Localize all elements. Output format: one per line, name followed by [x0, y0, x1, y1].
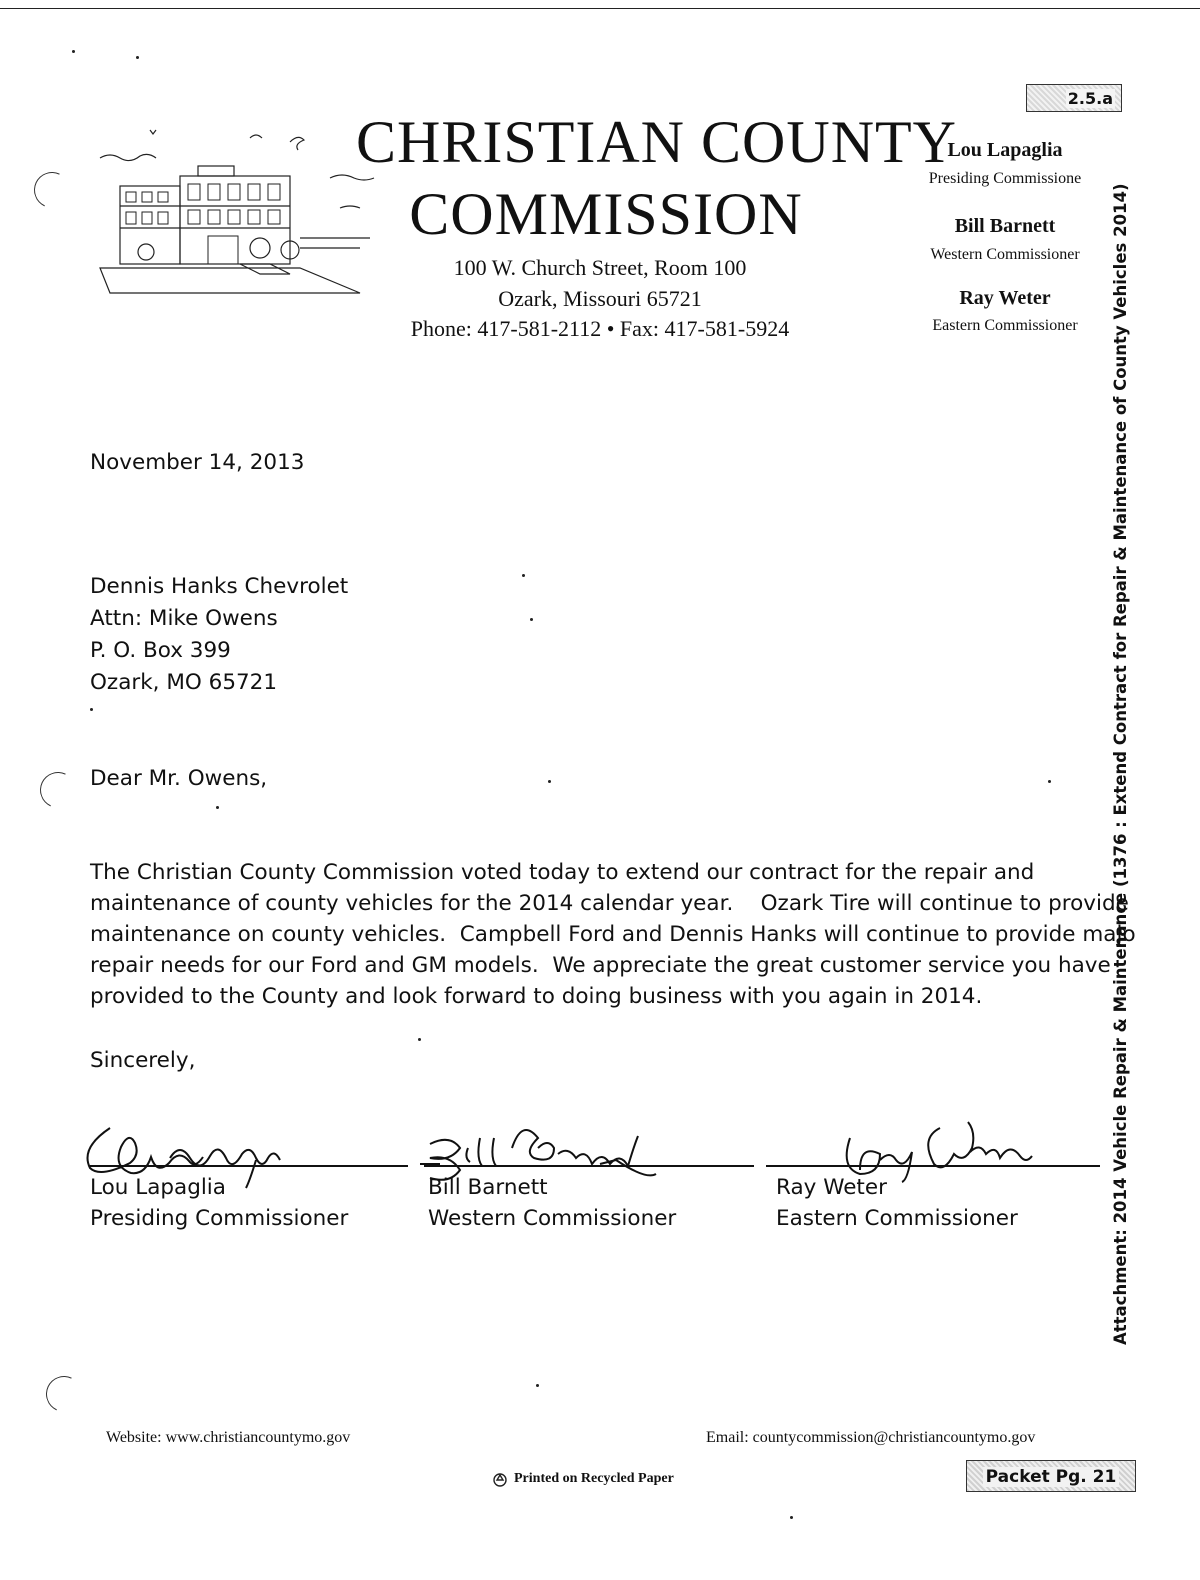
scan-speck — [72, 50, 75, 53]
letterhead-title-line1: CHRISTIAN COUNTY — [356, 109, 957, 175]
footer-email: Email: countycommission@christiancountymo.gov — [706, 1429, 1036, 1446]
scan-speck — [90, 708, 93, 711]
letterhead-title-line2: COMMISSION — [409, 181, 803, 247]
signer-title-western: Western Commissioner — [428, 1206, 677, 1231]
recipient-line: P. O. Box 399 — [90, 638, 231, 663]
letterhead-address-city: Ozark, Missouri 65721 — [498, 286, 702, 311]
scan-speck — [1048, 780, 1051, 783]
closing: Sincerely, — [90, 1048, 196, 1073]
packet-page-text: Packet Pg. 21 — [983, 1467, 1120, 1487]
commissioner-name-presiding: Lou Lapaglia — [947, 139, 1063, 161]
attachment-sidebar-label: Attachment: 2014 Vehicle Repair & Maintenance (1376 : Extend Contract for Repair & Maintenance of County Vehicles 2014) — [1111, 183, 1130, 1345]
signer-name-eastern: Ray Weter — [776, 1175, 887, 1200]
salutation: Dear Mr. Owens, — [90, 766, 268, 791]
scan-speck — [136, 56, 139, 59]
scan-speck — [536, 1384, 539, 1387]
signature-line-eastern — [766, 1165, 1100, 1167]
signature-line-presiding — [90, 1165, 408, 1167]
letterhead-phone-fax: Phone: 417-581-2112 • Fax: 417-581-5924 — [410, 316, 790, 341]
body-line: The Christian County Commission voted today to extend our contract for the repair and — [90, 860, 1035, 885]
scan-speck — [548, 780, 551, 783]
scan-speck — [216, 806, 219, 809]
punch-hole-top — [29, 167, 75, 213]
courthouse-logo-icon — [90, 118, 390, 298]
body-line: maintenance on county vehicles. Campbell Ford and Dennis Hanks will continue to provide majo — [90, 922, 1136, 947]
commissioner-role-western: Western Commissioner — [930, 246, 1080, 263]
handwritten-signatures — [80, 1108, 1060, 1198]
commissioner-role-eastern: Eastern Commissioner — [932, 317, 1078, 334]
body-line: provided to the County and look forward to doing business with you again in 2014. — [90, 984, 983, 1009]
body-line: maintenance of county vehicles for the 2014 calendar year. Ozark Tire will continue to provide — [90, 891, 1129, 916]
punch-hole-middle — [35, 767, 81, 813]
letter-date: November 14, 2013 — [90, 450, 305, 475]
footer-website: Website: www.christiancountymo.gov — [106, 1429, 351, 1446]
signer-name-western: Bill Barnett — [428, 1175, 548, 1200]
top-border-line — [0, 8, 1200, 9]
packet-page-label — [966, 1460, 1136, 1492]
recipient-line: Dennis Hanks Chevrolet — [90, 574, 349, 599]
letterhead-address-street: 100 W. Church Street, Room 100 — [453, 255, 747, 280]
recycled-paper-note: Printed on Recycled Paper — [514, 1471, 674, 1486]
punch-hole-bottom — [41, 1371, 87, 1417]
scan-speck — [418, 1038, 421, 1041]
signer-title-eastern: Eastern Commissioner — [776, 1206, 1018, 1231]
recycle-icon — [492, 1472, 508, 1488]
signature-line-western — [424, 1165, 754, 1167]
scan-speck — [790, 1516, 793, 1519]
commissioner-role-presiding: Presiding Commissione — [928, 170, 1082, 187]
letter-body — [90, 857, 1136, 1012]
recipient-line: Ozark, MO 65721 — [90, 670, 278, 695]
scan-speck — [522, 574, 525, 577]
recipient-line: Attn: Mike Owens — [90, 606, 278, 631]
body-line: repair needs for our Ford and GM models. We appreciate the great customer service you have — [90, 953, 1111, 978]
signer-name-presiding: Lou Lapaglia — [90, 1175, 226, 1200]
signer-title-presiding: Presiding Commissioner — [90, 1206, 349, 1231]
scan-speck — [530, 618, 533, 621]
commissioner-name-eastern: Ray Weter — [959, 287, 1051, 309]
recipient-address — [90, 571, 348, 699]
commissioner-name-western: Bill Barnett — [954, 215, 1056, 237]
agenda-tag-label: 2.5.a — [1067, 89, 1113, 108]
agenda-tag — [1026, 84, 1122, 112]
